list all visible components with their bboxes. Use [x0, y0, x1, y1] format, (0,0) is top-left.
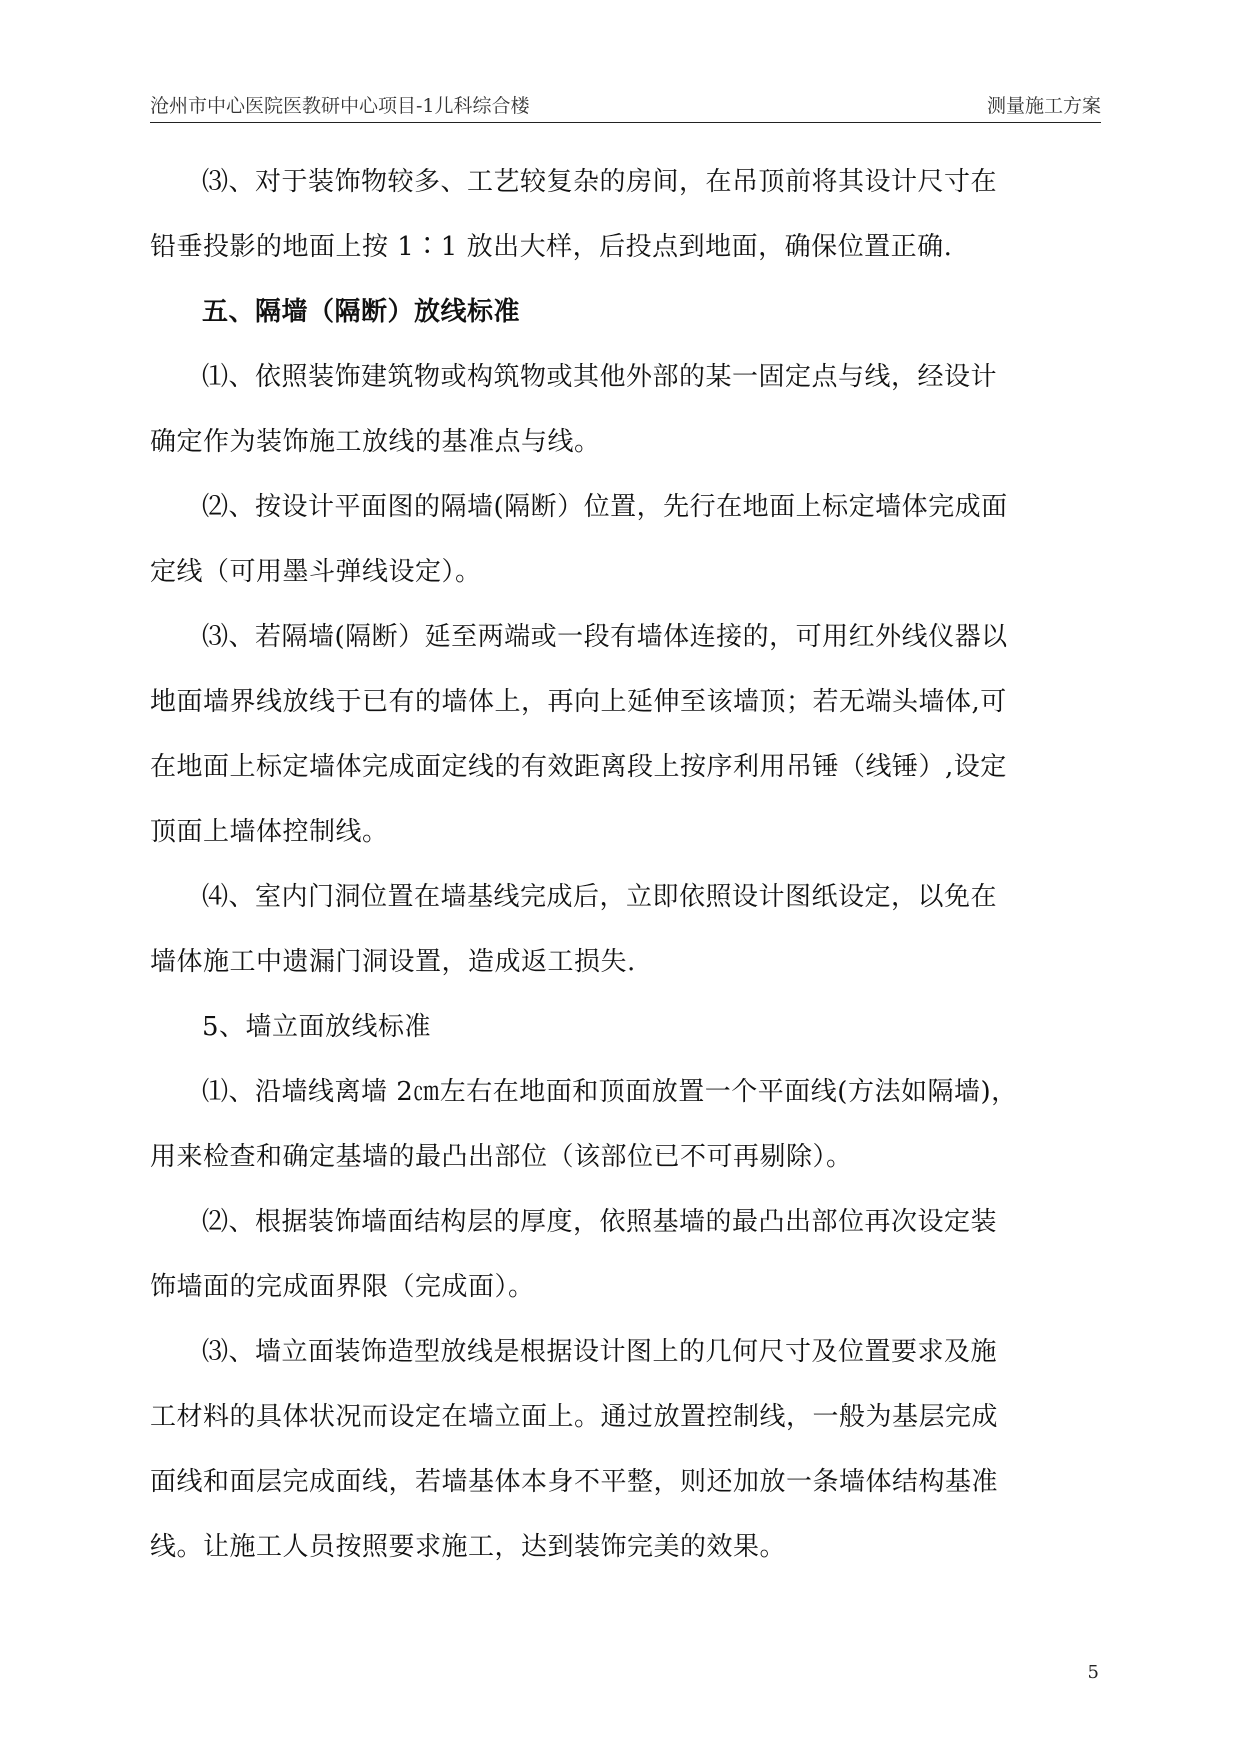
header-project-title: 沧州市中心医院医教研中心项目-1儿科综合楼	[150, 95, 530, 117]
header-document-title: 测量施工方案	[986, 95, 1101, 117]
text-line: 面线和面层完成面线，若墙基体本身不平整，则还加放一条墙体结构基准	[150, 1467, 999, 1497]
text-line: ⑴、依照装饰建筑物或构筑物或其他外部的某一固定点与线，经设计	[202, 362, 998, 392]
text-line: ⑶、墙立面装饰造型放线是根据设计图上的几何尺寸及位置要求及施	[202, 1337, 998, 1367]
text-line: 工材料的具体状况而设定在墙立面上。通过放置控制线，一般为基层完成	[150, 1402, 999, 1432]
text-line: 顶面上墙体控制线。	[150, 817, 389, 847]
document-body	[150, 150, 1102, 1580]
text-line: ⑵、根据装饰墙面结构层的厚度，依照基墙的最凸出部位再次设定装	[202, 1207, 998, 1237]
page-number: 5	[1087, 1662, 1099, 1683]
text-line: ⑴、沿墙线离墙 2㎝左右在地面和顶面放置一个平面线(方法如隔墙)，	[202, 1077, 1018, 1107]
text-line: 地面墙界线放线于已有的墙体上，再向上延伸至该墙顶；若无端头墙体,可	[150, 687, 1007, 717]
text-line: ⑵、按设计平面图的隔墙(隔断）位置，先行在地面上标定墙体完成面	[202, 492, 1008, 522]
text-line: 铅垂投影的地面上按 1∶1 放出大样，后投点到地面，确保位置正确.	[150, 232, 953, 262]
text-line: 饰墙面的完成面界限（完成面）。	[150, 1272, 535, 1302]
text-line: 定线（可用墨斗弹线设定）。	[150, 557, 482, 587]
text-line: 确定作为装饰施工放线的基准点与线。	[150, 427, 601, 457]
text-line: 在地面上标定墙体完成面定线的有效距离段上按序利用吊锤（线锤）,设定	[150, 752, 1007, 782]
text-line: 墙体施工中遗漏门洞设置，造成返工损失.	[150, 947, 636, 977]
text-line: ⑶、若隔墙(隔断）延至两端或一段有墙体连接的，可用红外线仪器以	[202, 622, 1008, 652]
text-line: 线。让施工人员按照要求施工，达到装饰完美的效果。	[150, 1532, 787, 1562]
text-line: 用来检查和确定基墙的最凸出部位（该部位已不可再剔除）。	[150, 1142, 853, 1172]
text-line: 5、墙立面放线标准	[202, 1012, 432, 1042]
text-line: ⑶、对于装饰物较多、工艺较复杂的房间，在吊顶前将其设计尺寸在	[202, 167, 998, 197]
page-header	[150, 86, 1101, 123]
text-line: ⑷、室内门洞位置在墙基线完成后，立即依照设计图纸设定，以免在	[202, 882, 998, 912]
section-heading: 五、隔墙（隔断）放线标准	[202, 297, 521, 327]
